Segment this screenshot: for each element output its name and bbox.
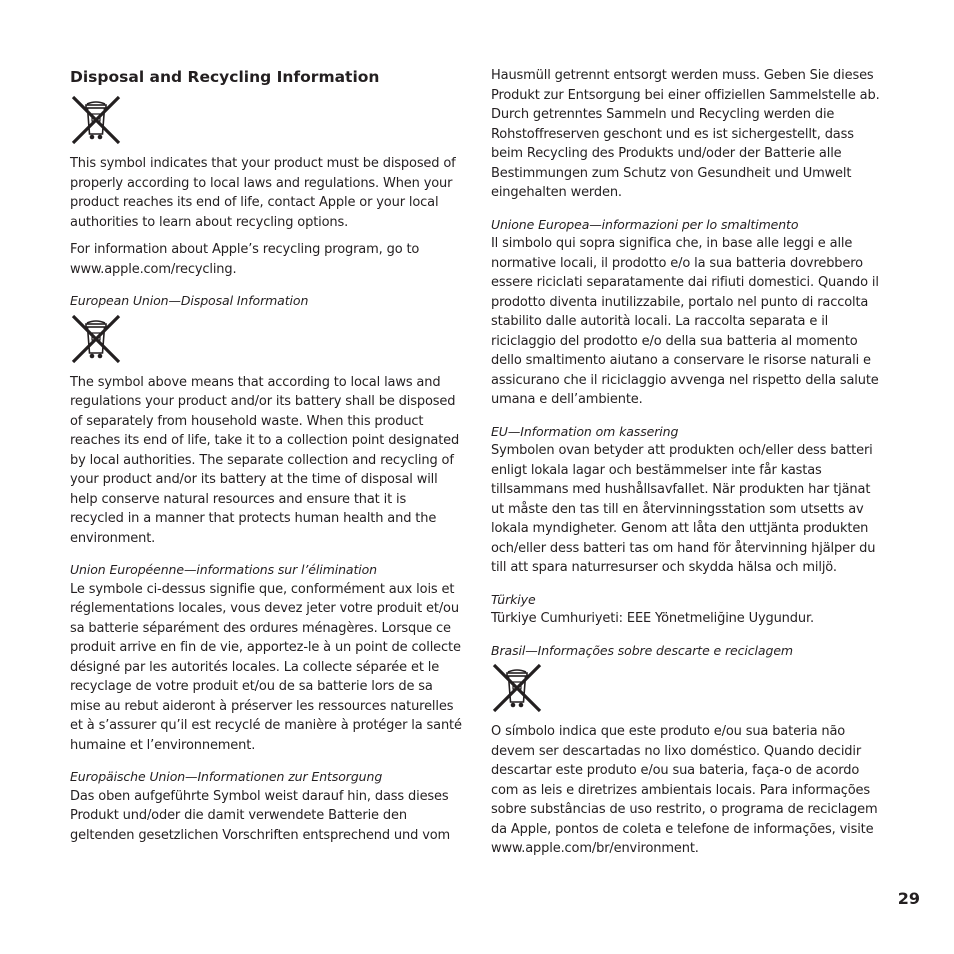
section-turkey [491, 590, 886, 629]
section-heading: Europäische Union—Informationen zur Entsorgung [70, 769, 383, 784]
crossed-bin-icon [70, 94, 122, 146]
right-column [491, 66, 886, 859]
crossed-bin-icon [70, 313, 122, 365]
weee-symbol-wrap [70, 94, 462, 146]
section-eu-english [70, 291, 462, 548]
page-number: 29 [897, 889, 920, 908]
section-eu-swedish [491, 422, 886, 578]
section-body: Türkiye Cumhuriyeti: EEE Yönetmeliğine Uygundur. [491, 611, 814, 626]
section-body: O símbolo indica que este produto e/ou sua bateria não devem ser descartadas no lixo doméstico. Quando decidir descartar este produto e/ou sua bateria, faça-o de acordo com as leis e diretrizes ambientais locais. Para informações sobre substâncias de uso restrito, o programa de reciclagem da Apple, pontos de coleta e telefone de informações, visite www.apple.com/br/environment. [491, 724, 878, 856]
section-heading: Türkiye [491, 591, 536, 607]
crossed-bin-icon [491, 662, 543, 714]
weee-symbol-wrap [70, 313, 462, 365]
section-brazil [491, 641, 886, 859]
section-eu-german [70, 767, 462, 845]
section-heading: Brasil—Informações sobre descarte e reciclagem [491, 642, 793, 658]
section-eu-french [70, 560, 462, 755]
section-body: Il simbolo qui sopra significa che, in base alle leggi e alle normative locali, il prodotto e/o la sua batteria dovrebbero essere riciclati separatamente dai rifiuti domestici. Quando il prodotto diventa inutilizzabile, portalo nel punto di raccolta stabilito dalle autorità locali. La raccolta separata e il riciclaggio del prodotto e/o della sua batteria al momento dello smaltimento aiutano a conservare le risorse naturali e assicurano che il riciclaggio avvenga nel rispetto della salute umana e dell’ambiente. [491, 236, 879, 407]
section-eu-italian [491, 215, 886, 410]
page-title: Disposal and Recycling Information [70, 68, 380, 86]
left-column [70, 66, 462, 845]
recycling-link-paragraph: For information about Apple’s recycling program, go to www.apple.com/recycling. [70, 242, 420, 277]
weee-symbol-wrap [491, 662, 886, 714]
section-body: Symbolen ovan betyder att produkten och/eller dess batteri enligt lokala lagar och bestämmelser inte får kastas tillsammans med hushållsavfallet. När produkten har tjänat ut måste den tas till en återvinningsstation som utsetts av lokala myndigheter. Genom att låta den uttjänta produkten och/eller dess batteri tas om hand för återvinning hjälper du till att spara naturresurser och skydda hälsa och miljö. [491, 443, 876, 575]
section-heading: European Union—Disposal Information [70, 293, 309, 308]
section-body-continued: Hausmüll getrennt entsorgt werden muss. Geben Sie dieses Produkt zur Entsorgung bei einer offiziellen Sammelstelle ab. Durch getrenntes Sammeln und Recycling werden die Rohstoffreserven geschont und es ist sichergestellt, dass beim Recycling des Produkts und/oder der Batterie alle Bestimmungen zum Schutz von Gesundheit und Umwelt eingehalten werden. [491, 68, 880, 200]
section-body: The symbol above means that according to local laws and regulations your product and/or its battery shall be disposed of separately from household waste. When this product reaches its end of life, take it to a collection point designated by local authorities. The separate collection and recycling of your product and/or its battery at the time of disposal will help conserve natural resources and ensure that it is recycled in a manner that protects human health and the environment. [70, 374, 460, 546]
section-body: Das oben aufgeführte Symbol weist darauf hin, dass dieses Produkt und/oder die damit verwendete Batterie den geltenden gesetzlichen Vorschriften entsprechend und vom [70, 788, 451, 843]
section-heading: Union Européenne—informations sur l’élimination [70, 562, 378, 577]
section-heading: Unione Europea—informazioni per lo smaltimento [491, 216, 799, 232]
section-body: Le symbole ci-dessus signifie que, conformément aux lois et réglementations locales, vous devez jeter votre produit et/ou sa batterie séparément des ordures ménagères. Lorsque ce produit arrive en fin de vie, apportez-le à un point de collecte désigné par les autorités locales. La collecte séparée et le recyclage de votre produit et/ou de sa batterie lors de sa mise au rebut aideront à préserver les ressources naturelles et à s’assurer qu’il est recyclé de manière à protéger la santé humaine et l’environnement. [70, 581, 462, 753]
section-heading: EU—Information om kassering [491, 423, 679, 439]
intro-paragraph: This symbol indicates that your product must be disposed of properly according to local laws and regulations. When your product reaches its end of life, contact Apple or your local authorities to learn about recycling options. [70, 156, 456, 230]
